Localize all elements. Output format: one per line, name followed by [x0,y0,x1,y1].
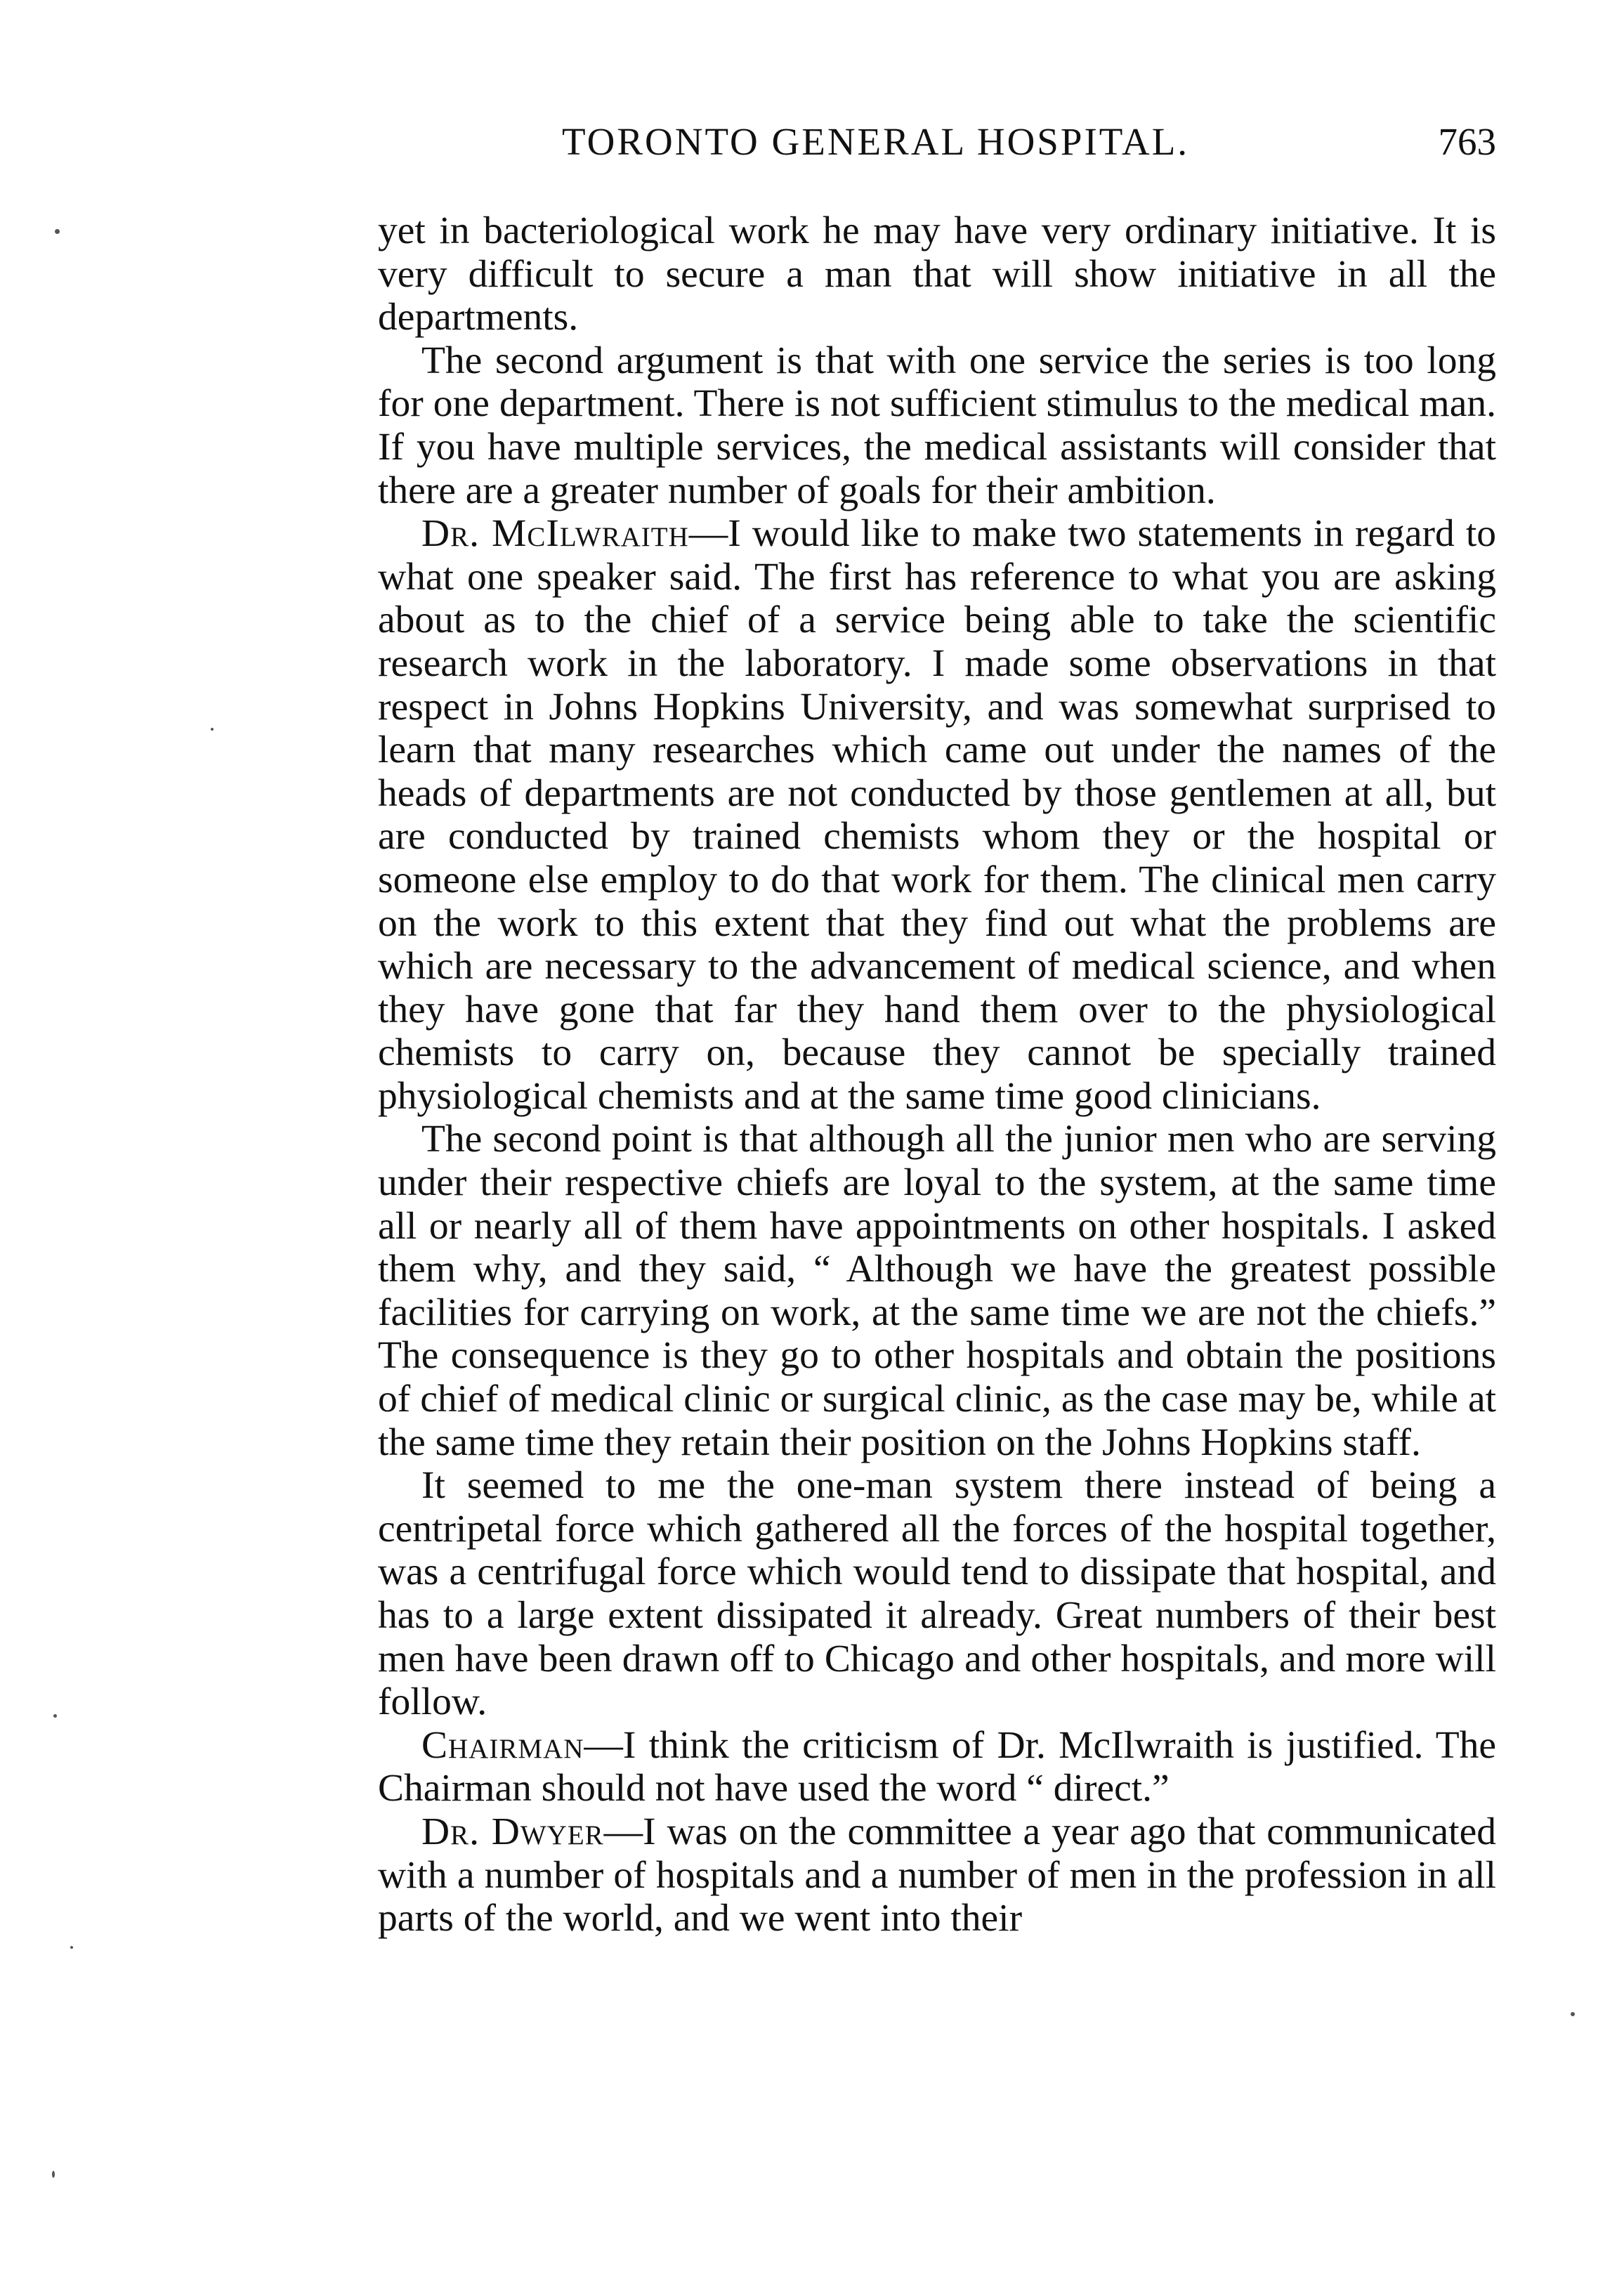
paragraph [378,209,1496,339]
scan-speck [55,229,60,234]
page-number: 763 [1438,120,1496,163]
paragraph-text: I think the criticism of Dr. McIlwraith is justified. The Chairman should not have used the word “ direct.” [378,1723,1496,1810]
scan-speck [1571,2012,1575,2016]
scan-speck [53,1714,57,1718]
body-text [378,209,1496,1940]
speaker-paragraph [378,512,1496,1118]
scan-speck [70,1946,73,1949]
paragraph-text: The second point is that although all the junior men who are serving under their respective chiefs are loyal to the system, at the same time all or nearly all of them have appointments on other hospitals. I asked them why, and they said, “ Although we have the greatest possible facilities for carrying on work, at the same time we are not the chiefs.” The consequence is they go to other hospitals and obtain the positions of chief of medical clinic or surgical clinic, as the case may be, while at the same time they retain their position on the Johns Hopkins staff. [378,1118,1496,1464]
paragraph [378,1118,1496,1464]
running-head: TORONTO GENERAL HOSPITAL. [562,120,1190,163]
paragraph-text: It seemed to me the one-man system there instead of being a centripetal force which gathered all the forces of the hospital together, was a centrifugal force which would tend to dissipate that hospital, and has to a large extent dissipated it already. Great numbers of their best men have been drawn off to Chicago and other hospitals, and more will follow. [378,1464,1496,1724]
speaker-paragraph [378,1810,1496,1940]
speaker-name: Chairman [421,1723,584,1767]
speaker-dash: — [688,512,728,556]
speaker-name: Dr. McIlwraith [421,512,689,556]
paragraph [378,1464,1496,1724]
paragraph-text: I would like to make two statements in regard to what one speaker said. The first has reference to what you are asking about as to the chief of a service being able to take the scientific research work in the laboratory. I made some observations in that respect in Johns Hopkins University, and was somewhat surprised to learn that many researches which came out under the names of the heads of departments are not conducted by those gentlemen at all, but are conducted by trained chemists whom they or the hospital or someone else employ to do that work for them. The clinical men carry on the work to this extent that they find out what the problems are which are necessary to the advancement of medical science, and when they have gone that far they hand them over to the physiological chemists to carry on, because they cannot be specially trained physiological chemists and at the same time good clinicians. [378,512,1496,1118]
paragraph-text: yet in bacteriological work he may have very ordinary initiative. It is very difficult to secure a man that will show initiative in all the departments. [378,209,1496,339]
paragraph-text: The second argument is that with one service the series is too long for one department. There is not sufficient stimulus to the medical man. If you have multiple services, the medical assistants will consider that there are a greater number of goals for their ambition. [378,339,1496,512]
paragraph [378,339,1496,512]
speaker-dash: — [603,1810,643,1853]
speaker-dash: — [584,1723,623,1767]
page-header [378,119,1496,169]
scan-speck [52,2171,55,2178]
scan-speck [211,728,214,731]
speaker-paragraph [378,1724,1496,1810]
speaker-name: Dr. Dwyer [421,1810,604,1853]
paragraph-text: I was on the committee a year ago that communicated with a number of hospitals and a number of men in the profession in all parts of the world, and we went into their [378,1810,1496,1940]
